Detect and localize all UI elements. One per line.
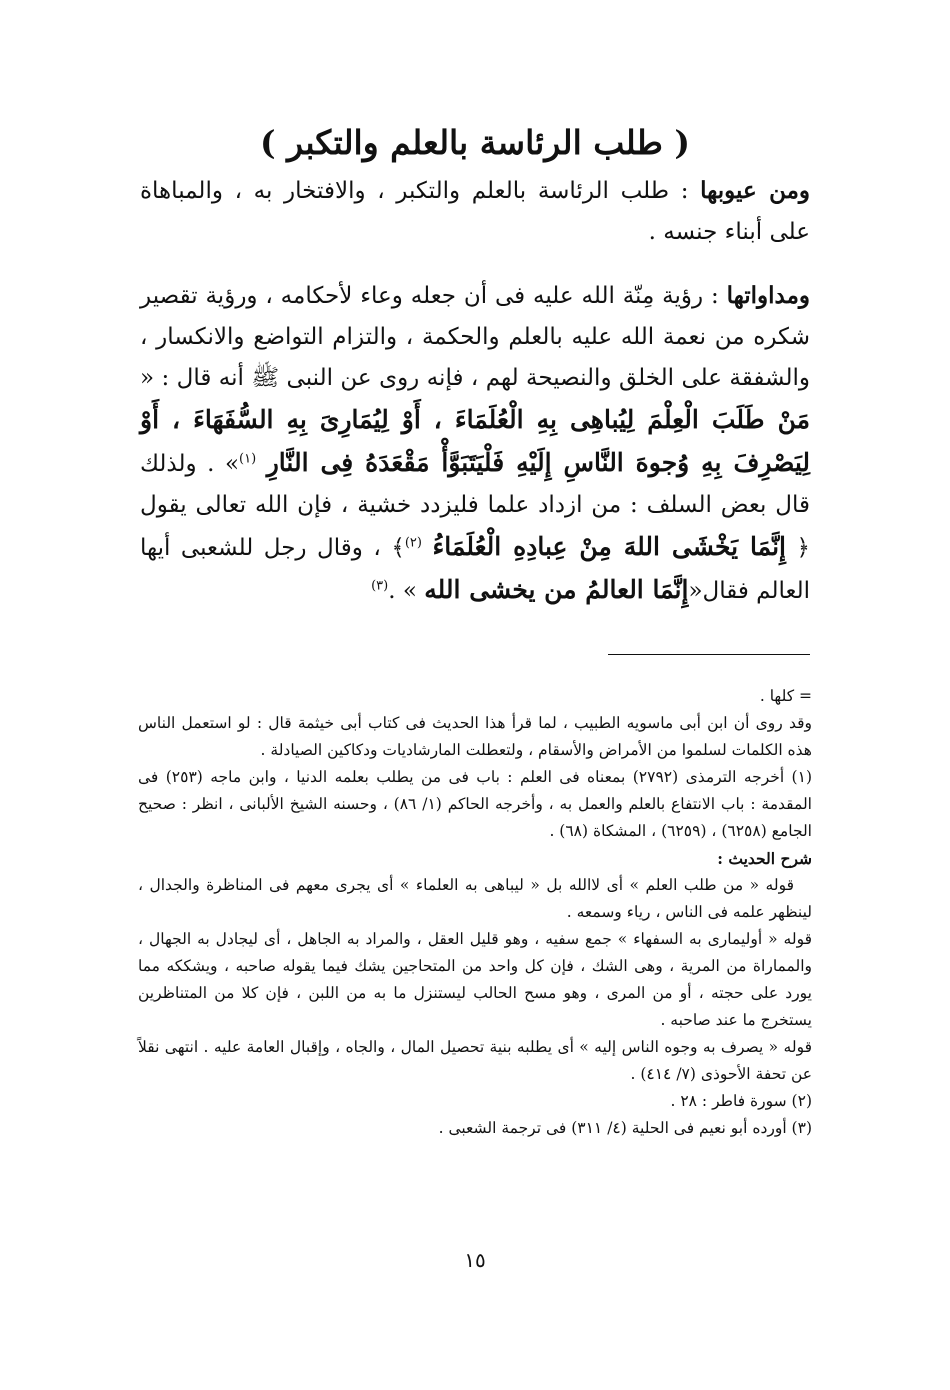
quran-verse: إِنَّمَا يَخْشَى اللهَ مِنْ عِبادِهِ الْعُلَمَاءُ: [432, 532, 786, 561]
shabi-quote: إِنَّمَا العالمُ من يخشى الله: [424, 575, 689, 604]
remedy-text-4: » .: [388, 578, 417, 604]
remedy-text-2: » . ولذلك قال بعض السلف : من ازداد علما فليزدد خشية ، فإن الله تعالى يقول ﴿: [140, 451, 810, 561]
footnote-2: (٢) سورة فاطر : ٢٨ .: [670, 1092, 812, 1110]
hadith-explanation-heading: شرح الحديث :: [717, 849, 812, 868]
footnote-ref-1: (١): [239, 451, 257, 467]
section-title: ( طلب الرئاسة بالعلم والتكبر ): [260, 123, 690, 162]
main-text: [140, 170, 810, 612]
footnote-ref-2: (٢): [404, 535, 422, 551]
footnote-1: (١) أخرجه الترمذى (٢٧٩٢) بمعناه فى العلم : باب فى من يطلب بعلمه الدنيا ، وابن ماجه (٢٥٣) فى المقدمة : باب الانتفاع بالعلم والعمل به ، وأخرجه الحاكم (١/ ٨٦) ، وحسنه الشيخ الألبانى ، انظر : صحيح الجامع (٦٢٥٨) ، (٦٢٥٩) ، المشكاة (٦٨) .: [138, 768, 812, 840]
explanation-3: قوله « يصرف به وجوه الناس إليه » أى يطلبه بنية تحصيل المال ، والجاه ، وإقبال العامة عليه . انتهى نقلاً عن تحفة الأحوذى (٧/ ٤١٤) .: [138, 1038, 812, 1083]
footnote-ref-3: (٣): [371, 578, 389, 594]
footnote-separator: [608, 654, 810, 655]
paragraph-faults: [140, 170, 810, 253]
footnote-narration: وقد روى أن ابن أبى ماسويه الطبيب ، لما قرأ هذا الحديث فى كتاب أبى خيثمة قال : لو استعمل الناس هذه الكلمات لسلموا من الأمراض والأسقام ، ولتعطلت المارشاديات ودكاكين الصيادلة .: [138, 714, 812, 759]
faults-text: : طلب الرئاسة بالعلم والتكبر ، والافتخار به ، والمباهاة على أبناء جنسه .: [140, 178, 810, 245]
paragraph-remedy: [140, 275, 810, 612]
footnote-continuation: = كلها .: [759, 687, 812, 705]
remedy-lead: ومداواتها: [726, 282, 811, 309]
remedy-text-3: ﴾ ، وقال رجل للشعبى أيها العالم فقال«: [140, 535, 810, 604]
hadith-text: مَنْ طَلَبَ الْعِلْمَ لِيُباهِى بِهِ الْعُلَمَاءَ ، أَوْ لِيُمَارِىَ بِهِ السُّفَهَاءَ ، أَوْ لِيَصْرِفَ بِهِ وُجوهَ النَّاسِ إِلَيْهِ فَلْيَتَبَوَّأْ مَقْعَدَهُ فِى النَّارِ: [140, 405, 810, 477]
remedy-text-1: : رؤية مِنّة الله عليه فى أن جعله وعاء لأحكامه ، ورؤية تقصير شكره من نعمة الله عليه بالعلم والحكمة ، والتزام التواضع والانكسار ، والشفقة على الخلق والنصيحة لهم ، فإنه روى عن النبى ﷺ أنه قال : «: [140, 283, 810, 391]
faults-lead: ومن عيوبها: [700, 177, 810, 204]
footnotes: [138, 683, 812, 1142]
footnote-3: (٣) أورده أبو نعيم فى الحلية (٤/ ٣١١) فى ترجمة الشعبى .: [438, 1119, 812, 1137]
explanation-2: قوله « أوليمارى به السفهاء » جمع سفيه ، وهو قليل العقل ، والمراد به الجاهل ، أى ليجادل به الجهال ، والمماراة من المرية ، وهى الشك ، فإن كل واحد من المتحاجين يشك فيما يقوله صاحبه ، ويشككه مما يورد على حجته ، أو من المرى ، وهو مسح الحالب ليستنزل ما به من اللبن ، فإن كلا من المتناظرين يستخرج ما عند صاحبه .: [138, 930, 812, 1029]
explanation-1: قوله « من طلب العلم » أى لاالله بل « ليباهى به العلماء » أى يجرى معهم فى المناظرة والجدال ، لينظهر علمه فى الناس ، رياء وسمعه .: [138, 876, 812, 921]
page-number: ١٥: [464, 1248, 486, 1272]
